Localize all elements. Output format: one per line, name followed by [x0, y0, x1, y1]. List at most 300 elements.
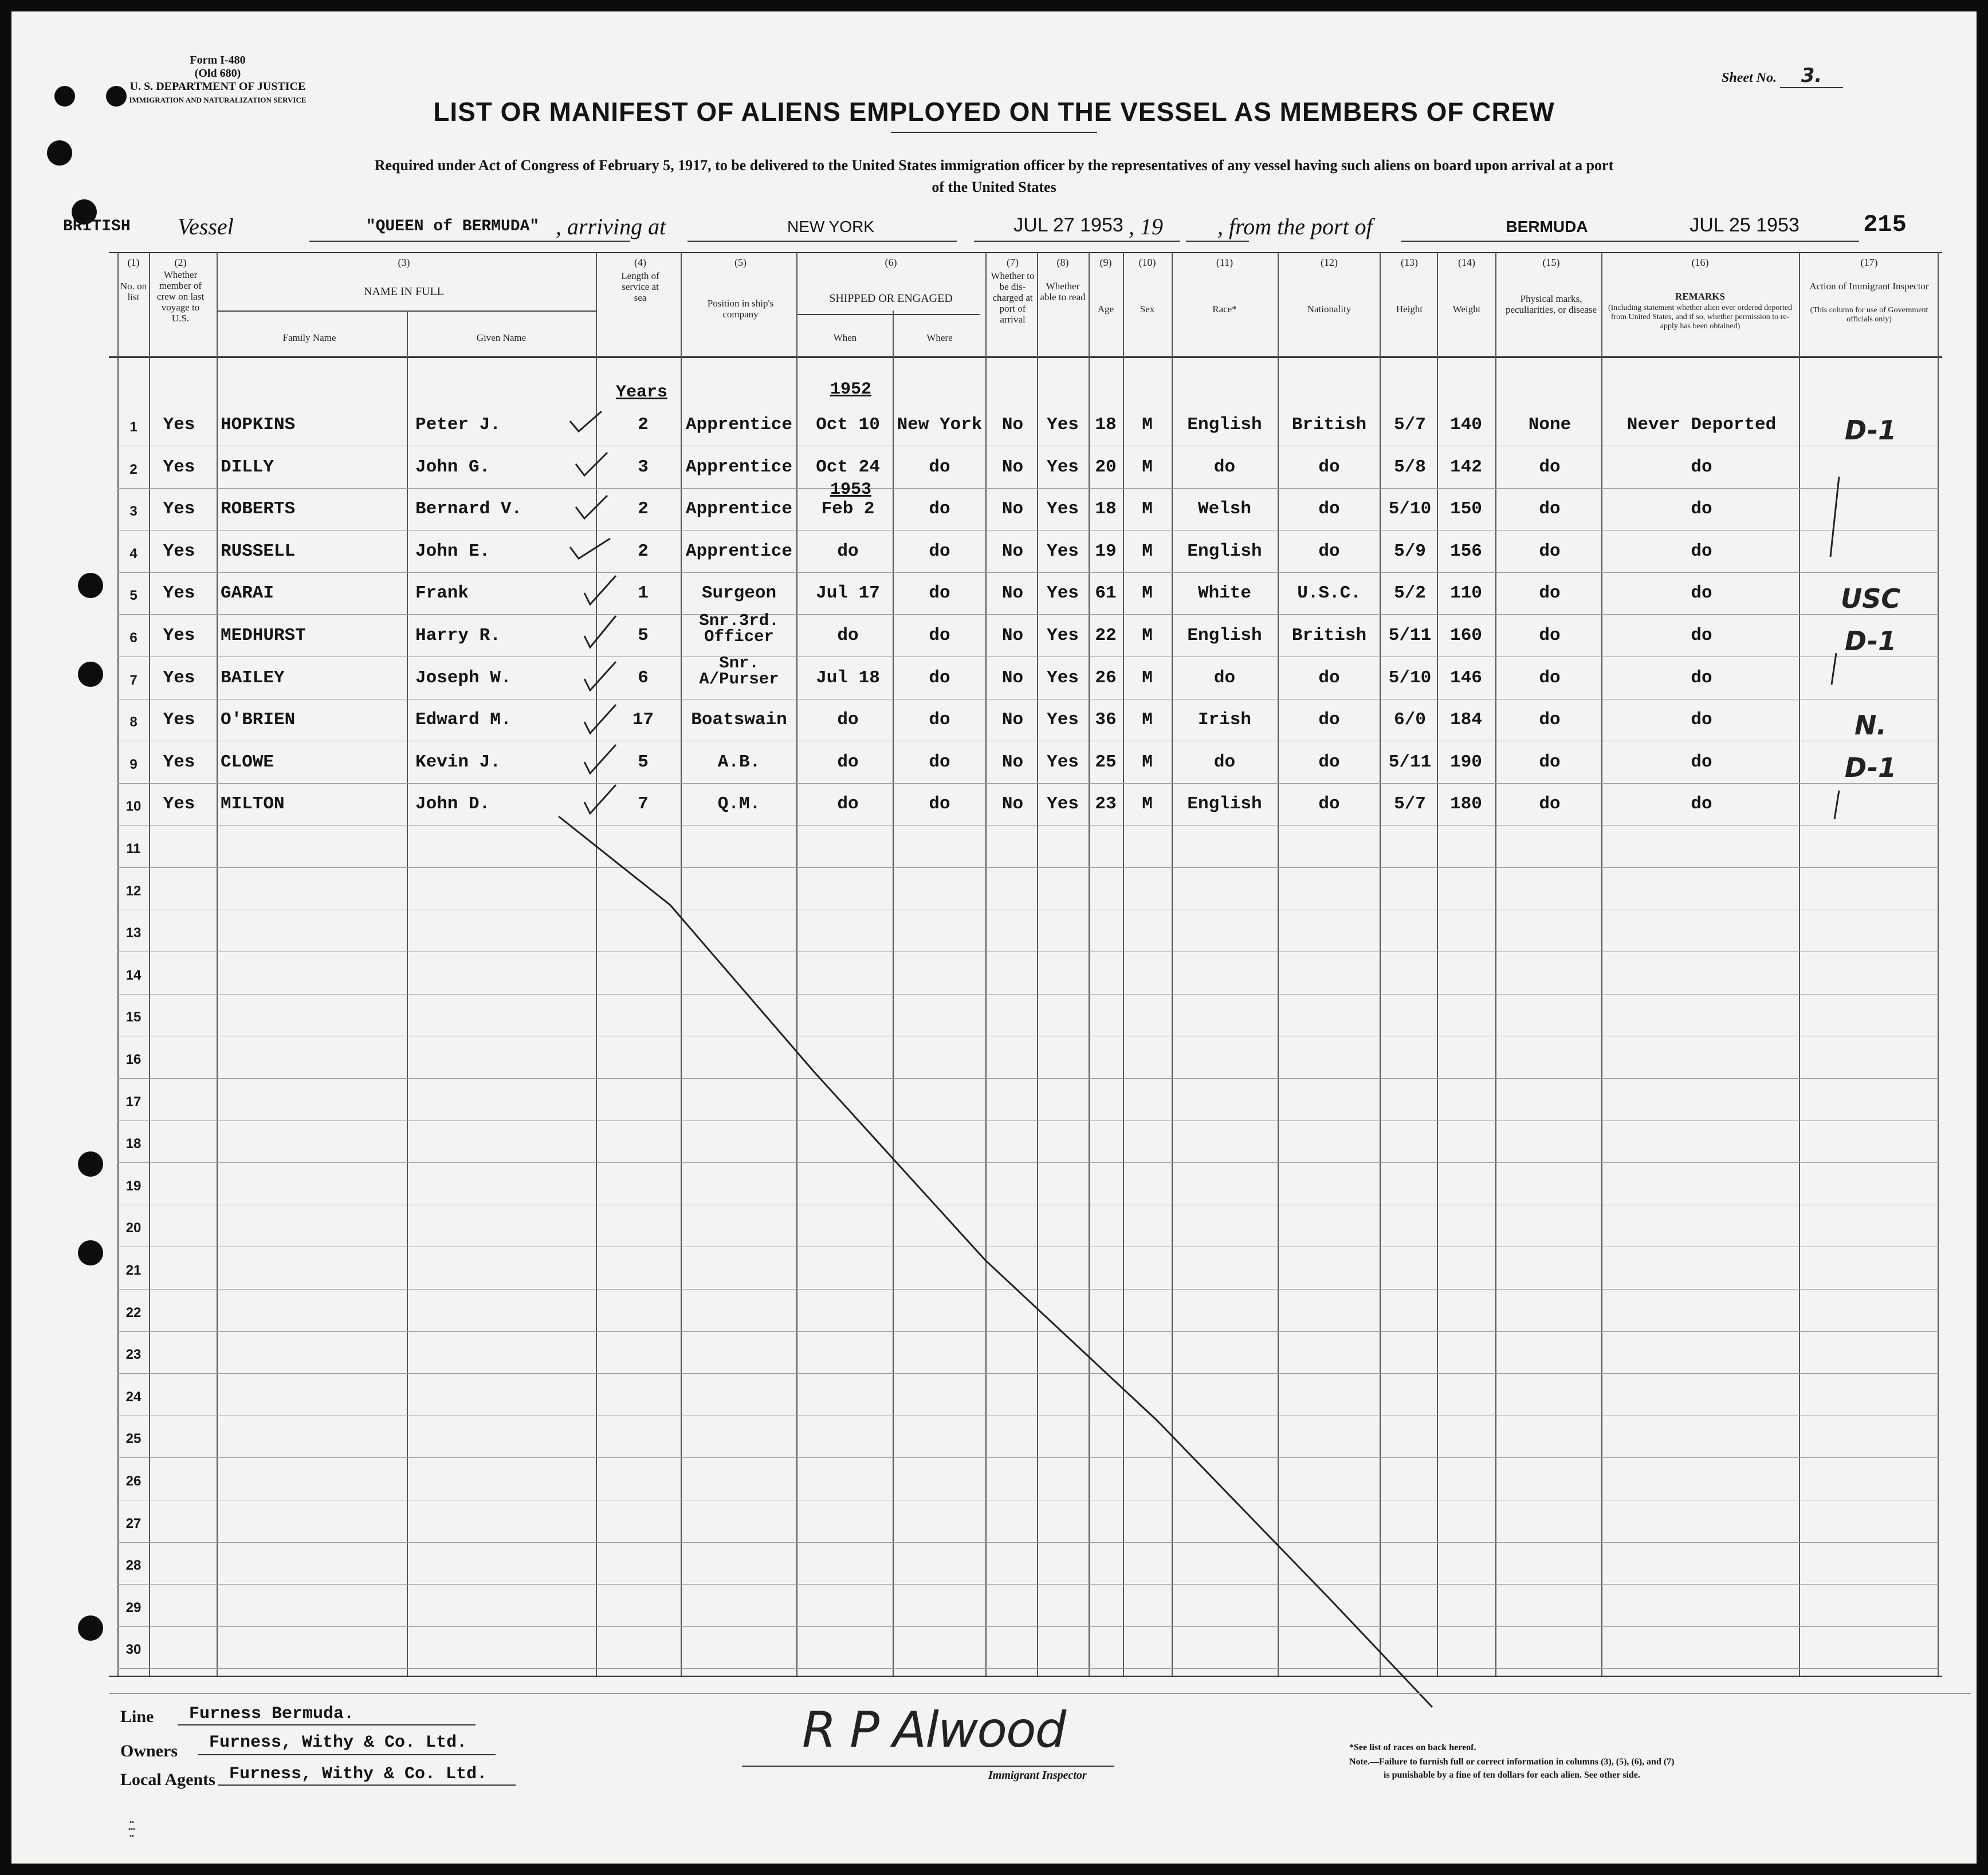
col-5-number: (5): [734, 257, 747, 268]
row-number: 14: [125, 968, 142, 983]
col-9-number: (9): [1099, 257, 1112, 268]
cell-discharged: No: [1001, 415, 1024, 435]
cell-race: do: [1213, 668, 1236, 688]
cell-last: Yes: [163, 794, 195, 814]
cell-weight: 156: [1450, 541, 1482, 561]
cell-family: O'BRIEN: [221, 710, 296, 730]
cell-given: Bernard V.: [415, 499, 522, 519]
cell-weight: 184: [1450, 710, 1482, 730]
check-mark: [576, 496, 607, 518]
cell-sex: M: [1142, 710, 1153, 730]
cell-height: 5/11: [1388, 626, 1432, 646]
col-10-number: (10): [1138, 257, 1156, 268]
cell-action: D-1: [1844, 752, 1897, 783]
cell-discharged: No: [1001, 583, 1024, 603]
cell-race: English: [1187, 541, 1262, 561]
cell-read: Yes: [1047, 583, 1079, 603]
cell-race: do: [1213, 457, 1236, 477]
cell-race: White: [1197, 583, 1251, 603]
cell-race: Welsh: [1197, 499, 1251, 519]
cell-action: N.: [1855, 710, 1887, 741]
col-17-number: (17): [1860, 257, 1878, 268]
row-number: 26: [125, 1473, 142, 1489]
cell-read: Yes: [1047, 457, 1079, 477]
cell-race: English: [1187, 626, 1262, 646]
form-dept: U. S. DEPARTMENT OF JUSTICE: [129, 80, 306, 93]
manifest-sheet: [11, 11, 1977, 1864]
cell-marks: do: [1539, 794, 1561, 814]
cell-service: 6: [638, 668, 649, 688]
col-3-label: NAME IN FULL: [364, 285, 444, 298]
col-14-label: Weight: [1452, 304, 1481, 315]
row-number: 3: [129, 504, 137, 519]
cell-discharged: No: [1001, 752, 1024, 772]
agents-underline: [218, 1784, 516, 1786]
inspector-signature: R P Alwood: [802, 1701, 1066, 1759]
cell-family: HOPKINS: [221, 415, 296, 435]
row-number: 9: [129, 757, 137, 772]
race-note: *See list of races on back hereof.: [1349, 1743, 1476, 1752]
cell-given: Frank: [415, 583, 469, 603]
cell-discharged: No: [1001, 626, 1024, 646]
cell-age: 19: [1095, 541, 1117, 561]
agents-label: Local Agents: [120, 1770, 215, 1789]
cell-nationality: do: [1318, 668, 1340, 688]
sheet-number: 3.: [1780, 64, 1843, 88]
cell-marks: do: [1539, 499, 1561, 519]
cell-marks: do: [1539, 583, 1561, 603]
col-7-label: Whether to be dis-charged at port of arrival: [991, 270, 1035, 325]
cell-read: Yes: [1047, 541, 1079, 561]
cell-read: Yes: [1047, 499, 1079, 519]
form-old: (Old 680): [194, 67, 241, 80]
row-number: 28: [125, 1558, 142, 1573]
row-number: 17: [125, 1094, 142, 1110]
cell-given: Peter J.: [415, 415, 501, 435]
action-stroke: [1830, 477, 1839, 557]
cell-marks: do: [1539, 710, 1561, 730]
check-mark: [584, 662, 616, 690]
cell-weight: 190: [1450, 752, 1482, 772]
cell-where: do: [929, 668, 950, 688]
from-port-label: , from the port of: [1217, 214, 1373, 239]
line-underline: [178, 1724, 476, 1725]
col-12-number: (12): [1321, 257, 1338, 268]
cell-height: 5/8: [1394, 457, 1426, 477]
col-8-number: (8): [1056, 257, 1069, 268]
cell-age: 23: [1095, 794, 1117, 814]
cell-nationality: British: [1291, 626, 1367, 646]
row-number: 21: [125, 1263, 142, 1278]
cell-position: Surgeon: [701, 583, 777, 603]
cell-weight: 140: [1450, 415, 1482, 435]
vessel-name: "QUEEN of BERMUDA": [366, 218, 540, 235]
cell-position: Apprentice: [685, 499, 793, 519]
cell-last: Yes: [163, 668, 195, 688]
cell-position: Apprentice: [685, 541, 793, 561]
cell-height: 5/10: [1388, 499, 1432, 519]
cell-action: D-1: [1844, 626, 1897, 657]
cell-last: Yes: [163, 457, 195, 477]
col-3-family-label: Family Name: [282, 332, 336, 343]
row-number: 5: [129, 588, 137, 603]
cell-position: Q.M.: [717, 794, 761, 814]
col-15-label: Physical marks, peculiarities, or disease: [1505, 293, 1597, 315]
row-number: 11: [126, 841, 141, 856]
cell-family: BAILEY: [221, 668, 285, 688]
cell-age: 61: [1095, 583, 1117, 603]
col-16-number: (16): [1691, 257, 1709, 268]
row-number: 25: [125, 1431, 142, 1446]
cell-discharged: No: [1001, 668, 1024, 688]
cell-race: English: [1187, 415, 1262, 435]
row-number: 8: [129, 714, 137, 730]
cell-nationality: U.S.C.: [1297, 583, 1361, 603]
cell-race: English: [1187, 794, 1262, 814]
cell-given: John G.: [415, 457, 490, 477]
cell-race: do: [1213, 752, 1236, 772]
col-6-number: (6): [885, 257, 897, 268]
cell-service: 1: [638, 583, 649, 603]
check-mark: [570, 411, 602, 431]
col-14-number: (14): [1458, 257, 1475, 268]
action-strokes: [1830, 477, 1839, 819]
page-title: LIST OR MANIFEST OF ALIENS EMPLOYED ON THE VESSEL AS MEMBERS OF CREW: [433, 97, 1555, 127]
cell-marks: do: [1539, 626, 1561, 646]
col-7-number: (7): [1007, 257, 1019, 268]
cell-where: do: [929, 710, 950, 730]
arrival-date-stamp: JUL 27 1953: [1013, 214, 1123, 236]
cell-position: Snr. A/Purser: [699, 654, 779, 689]
row-number: 4: [129, 546, 137, 561]
cell-when: do: [837, 752, 859, 772]
col-17-label: Action of Immigrant Inspector: [1809, 281, 1929, 292]
col-13-label: Height: [1396, 304, 1423, 315]
cell-read: Yes: [1047, 752, 1079, 772]
cell-age: 25: [1095, 752, 1117, 772]
cell-age: 20: [1095, 457, 1117, 477]
cell-race: Irish: [1197, 710, 1251, 730]
cell-nationality: do: [1318, 499, 1340, 519]
line-label: Line: [120, 1707, 154, 1726]
cell-given: John D.: [415, 794, 490, 814]
years-heading: Years: [615, 383, 667, 402]
col-1-number: (1): [127, 257, 140, 268]
col-6-label: SHIPPED OR ENGAGED: [829, 292, 953, 305]
cell-family: MILTON: [221, 794, 285, 814]
cell-read: Yes: [1047, 668, 1079, 688]
printer-mark: ▪▪ ▪▪▪ ▪▪: [128, 1819, 135, 1839]
cell-when: do: [837, 794, 859, 814]
check-mark: [584, 576, 616, 604]
cell-last: Yes: [163, 752, 195, 772]
col-16-note: (Including statement whether alien ever ordered deported from United States, and if so, whether permission to re-apply has been obtained): [1608, 304, 1793, 331]
check-mark: [570, 538, 610, 559]
check-marks: [570, 411, 616, 813]
cell-where: New York: [897, 415, 983, 435]
cell-position: A.B.: [717, 752, 761, 772]
col-11-label: Race*: [1212, 304, 1237, 315]
cell-position: Snr.3rd. Officer: [699, 611, 779, 646]
cell-read: Yes: [1047, 794, 1079, 814]
row-number: 2: [129, 462, 137, 477]
cell-given: John E.: [415, 541, 490, 561]
form-number: Form I-480: [190, 54, 246, 66]
arriving-label: , arriving at: [556, 214, 666, 239]
cell-sex: M: [1142, 415, 1153, 435]
cell-remarks: do: [1691, 457, 1712, 477]
cell-nationality: do: [1318, 752, 1340, 772]
check-mark: [584, 745, 616, 773]
cell-when: do: [837, 710, 859, 730]
subtitle-line-1: Required under Act of Congress of February 5, 1917, to be delivered to the United States immigration officer by the representatives of any vessel having such aliens on board upon arrival at a port: [374, 157, 1614, 174]
cell-remarks: do: [1691, 626, 1712, 646]
vessel-label: Vessel: [178, 214, 234, 239]
cell-given: Joseph W.: [415, 668, 512, 688]
subtitle-line-2: of the United States: [932, 179, 1056, 195]
cell-family: ROBERTS: [221, 499, 296, 519]
col-13-number: (13): [1401, 257, 1418, 268]
cell-service: 5: [638, 626, 649, 646]
col-2-number: (2): [174, 257, 187, 268]
annotation-layer: [11, 11, 1977, 1864]
cell-marks: do: [1539, 752, 1561, 772]
col-11-number: (11): [1216, 257, 1233, 268]
cell-marks: do: [1539, 541, 1561, 561]
cell-family: CLOWE: [221, 752, 274, 772]
col-5-label: Position in ship's company: [707, 298, 774, 320]
cell-last: Yes: [163, 583, 195, 603]
action-stroke: [1832, 653, 1836, 685]
cell-weight: 160: [1450, 626, 1482, 646]
cell-remarks: Never Deported: [1626, 415, 1777, 435]
cell-where: do: [929, 626, 950, 646]
cell-height: 5/7: [1394, 415, 1426, 435]
cell-marks: do: [1539, 668, 1561, 688]
cell-discharged: No: [1001, 499, 1024, 519]
agents-value: Furness, Withy & Co. Ltd.: [229, 1764, 488, 1784]
row-number: 12: [125, 883, 142, 899]
cell-marks: None: [1528, 415, 1571, 435]
cell-age: 26: [1095, 668, 1117, 688]
row-number: 20: [125, 1220, 142, 1236]
cell-where: do: [929, 541, 950, 561]
cell-service: 17: [632, 710, 654, 730]
cell-last: Yes: [163, 710, 195, 730]
cell-sex: M: [1142, 583, 1153, 603]
cell-sex: M: [1142, 752, 1153, 772]
departure-date-stamp: JUL 25 1953: [1690, 214, 1800, 236]
cell-family: MEDHURST: [221, 626, 306, 646]
row-number: 15: [125, 1009, 142, 1025]
vessel-flag: BRITISH: [63, 218, 131, 235]
cell-given: Edward M.: [415, 710, 512, 730]
check-mark: [584, 785, 616, 813]
check-mark: [576, 453, 607, 475]
cell-nationality: British: [1291, 415, 1367, 435]
row-number: 1: [129, 419, 137, 435]
sheet-label: Sheet No.: [1722, 70, 1777, 85]
check-mark: [584, 705, 616, 733]
cell-height: 5/7: [1394, 794, 1426, 814]
cell-family: GARAI: [221, 583, 274, 603]
cell-sex: M: [1142, 668, 1153, 688]
cell-height: 6/0: [1394, 710, 1426, 730]
cell-nationality: do: [1318, 541, 1340, 561]
cell-sex: M: [1142, 499, 1153, 519]
cell-discharged: No: [1001, 794, 1024, 814]
arriving-port: NEW YORK: [787, 218, 874, 235]
cell-remarks: do: [1691, 541, 1712, 561]
action-stroke: [1834, 791, 1839, 819]
cell-age: 18: [1095, 415, 1117, 435]
line-value: Furness Bermuda.: [189, 1704, 355, 1724]
col-16-label: REMARKS: [1675, 291, 1725, 302]
cell-sex: M: [1142, 541, 1153, 561]
cell-when: Feb 2: [821, 499, 875, 519]
cell-remarks: do: [1691, 583, 1712, 603]
row-number: 24: [125, 1389, 142, 1405]
footer-rule: [109, 1693, 1971, 1694]
cell-weight: 142: [1450, 457, 1482, 477]
cell-family: RUSSELL: [221, 541, 296, 561]
cell-weight: 180: [1450, 794, 1482, 814]
col-1-label: No. on list: [120, 281, 147, 302]
col-10-label: Sex: [1140, 304, 1155, 315]
cell-nationality: do: [1318, 457, 1340, 477]
cell-sex: M: [1142, 794, 1153, 814]
col-3-given-label: Given Name: [476, 332, 527, 343]
year-mark-1952: 1952: [830, 380, 871, 399]
cell-remarks: do: [1691, 668, 1712, 688]
page-number: 215: [1863, 211, 1907, 238]
from-port: BERMUDA: [1506, 218, 1588, 235]
cell-remarks: do: [1691, 710, 1712, 730]
col-12-label: Nationality: [1307, 304, 1351, 315]
cell-action: USC: [1840, 583, 1901, 614]
col-4-label: Length of service at sea: [621, 270, 659, 303]
cell-last: Yes: [163, 499, 195, 519]
cell-when: Oct 10: [816, 415, 880, 435]
col-9-label: Age: [1097, 304, 1114, 315]
cell-service: 7: [638, 794, 649, 814]
row-number: 13: [125, 925, 142, 941]
cell-service: 2: [638, 499, 649, 519]
cell-family: DILLY: [221, 457, 274, 477]
col-2-label: Whether member of crew on last voyage to U.S.: [156, 269, 205, 324]
form-service: IMMIGRATION AND NATURALIZATION SERVICE: [129, 96, 307, 104]
cell-last: Yes: [163, 626, 195, 646]
cancel-diagonal-line: [559, 816, 1432, 1707]
penalty-note-1: Note.—Failure to furnish full or correct information in columns (3), (5), (6), and (7): [1349, 1757, 1675, 1767]
cell-read: Yes: [1047, 710, 1079, 730]
cell-discharged: No: [1001, 457, 1024, 477]
owners-label: Owners: [120, 1742, 178, 1760]
row-number: 16: [125, 1052, 142, 1067]
row-number: 18: [125, 1136, 142, 1151]
cell-where: do: [929, 752, 950, 772]
cell-read: Yes: [1047, 626, 1079, 646]
cell-service: 5: [638, 752, 649, 772]
cell-age: 22: [1095, 626, 1117, 646]
row-number: 7: [129, 673, 137, 688]
cell-weight: 146: [1450, 668, 1482, 688]
cell-when: Jul 17: [816, 583, 880, 603]
cell-position: Apprentice: [685, 457, 793, 477]
cell-when: do: [837, 541, 859, 561]
cell-height: 5/10: [1388, 668, 1432, 688]
cell-where: do: [929, 457, 950, 477]
cell-given: Kevin J.: [415, 752, 501, 772]
cell-last: Yes: [163, 541, 195, 561]
owners-value: Furness, Withy & Co. Ltd.: [209, 1733, 467, 1752]
cell-remarks: do: [1691, 794, 1712, 814]
cell-sex: M: [1142, 457, 1153, 477]
cell-age: 18: [1095, 499, 1117, 519]
cell-when: do: [837, 626, 859, 646]
cell-remarks: do: [1691, 752, 1712, 772]
cell-discharged: No: [1001, 541, 1024, 561]
cell-height: 5/2: [1394, 583, 1426, 603]
col-3-number: (3): [398, 257, 410, 268]
cell-where: do: [929, 583, 950, 603]
owners-underline: [198, 1754, 496, 1755]
cell-remarks: do: [1691, 499, 1712, 519]
row-number: 10: [125, 799, 142, 814]
col-6-when-label: When: [833, 332, 857, 343]
year-label: , 19: [1129, 214, 1163, 239]
row-number: 29: [125, 1600, 142, 1615]
cell-marks: do: [1539, 457, 1561, 477]
cell-position: Apprentice: [685, 415, 793, 435]
row-number: 22: [125, 1305, 142, 1320]
cell-given: Harry R.: [415, 626, 501, 646]
row-number: 6: [129, 630, 137, 646]
cell-last: Yes: [163, 415, 195, 435]
cell-service: 2: [638, 415, 649, 435]
col-15-number: (15): [1542, 257, 1560, 268]
row-number: 30: [125, 1642, 142, 1657]
col-6-where-label: Where: [926, 332, 953, 343]
cell-action: D-1: [1844, 415, 1897, 446]
row-number: 23: [125, 1347, 142, 1362]
col-4-number: (4): [634, 257, 646, 268]
cell-where: do: [929, 499, 950, 519]
cell-weight: 110: [1450, 583, 1482, 603]
cell-when: Oct 24: [816, 457, 880, 477]
year-mark-1953: 1953: [830, 480, 871, 500]
cell-age: 36: [1095, 710, 1117, 730]
cell-service: 2: [638, 541, 649, 561]
cell-service: 3: [638, 457, 649, 477]
penalty-note-2: is punishable by a fine of ten dollars for each alien. See other side.: [1384, 1770, 1640, 1780]
cell-discharged: No: [1001, 710, 1024, 730]
cell-height: 5/9: [1394, 541, 1426, 561]
col-17-note: (This column for use of Government officials only): [1810, 306, 1928, 324]
check-mark: [584, 616, 616, 647]
cell-position: Boatswain: [691, 710, 787, 730]
cell-nationality: do: [1318, 710, 1340, 730]
cell-where: do: [929, 794, 950, 814]
col-8-label: Whether able to read: [1040, 281, 1086, 302]
cell-height: 5/11: [1388, 752, 1432, 772]
cell-weight: 150: [1450, 499, 1482, 519]
row-number: 27: [125, 1516, 142, 1531]
signature-line: [742, 1766, 1114, 1767]
cell-nationality: do: [1318, 794, 1340, 814]
inspector-label: Immigrant Inspector: [988, 1769, 1087, 1782]
cell-when: Jul 18: [816, 668, 880, 688]
